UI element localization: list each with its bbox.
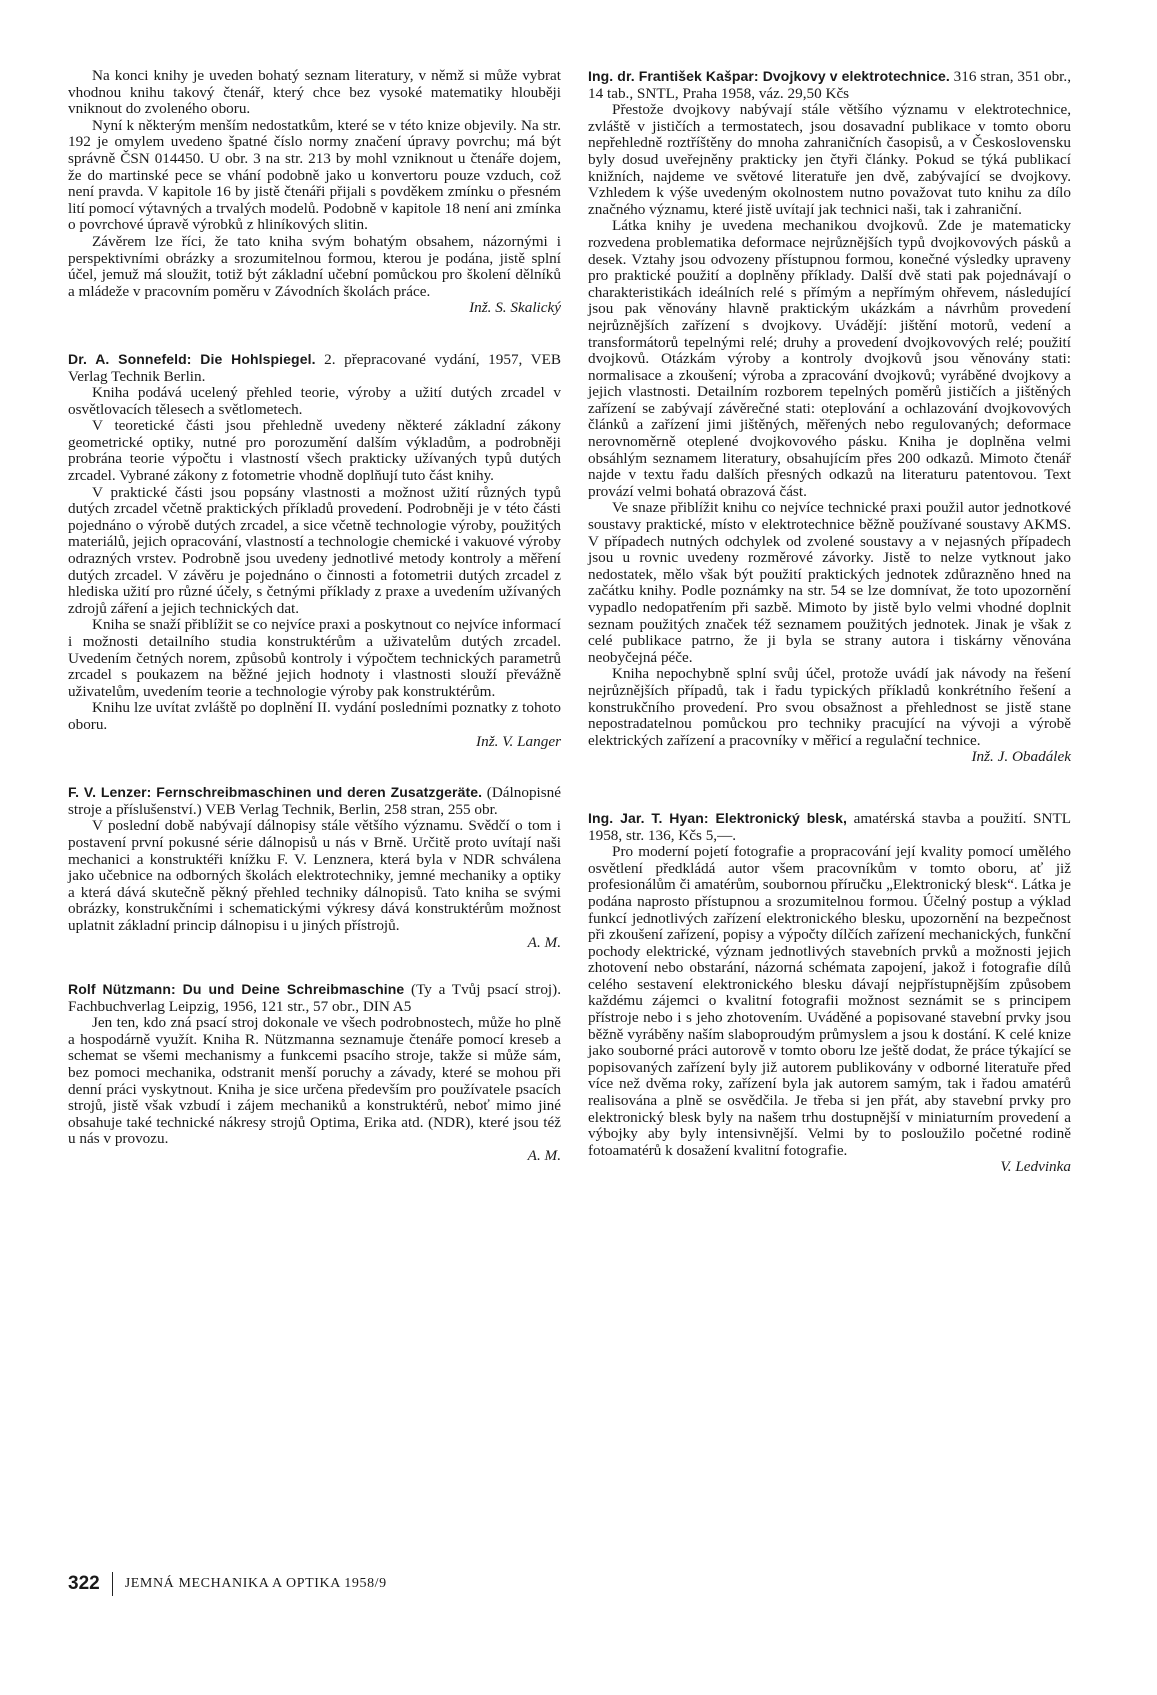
review-details: amatérská stavba a použití. SNTL 1958, str. 136, Kčs 5,—. — [588, 809, 1071, 844]
paragraph: V poslední době nabývají dálnopisy stále většího významu. Svědčí o tom i postavení první pokusné série dálnopisů u nás v Brně. Určitě proto uvítají naši mechanici a konstruktéři knížku F. V. Lenznera, která byla v NDR schválena jako učebnice na odborných školách elektrotechniky, jemné mechaniky a optiky a která dává skutečně pěkný přehled techniky dálnopisů. Tato kniha se svými obrázky, konstrukčními i schematickými výkresy dává konstruktérům možnost uplatnit základní princip dálnopisu i u jiných přístrojů. — [68, 817, 561, 934]
review-author: Inž. V. Langer — [476, 732, 561, 750]
review-title: Rolf Nützmann: Du und Deine Schreibmaschine — [68, 981, 405, 998]
paragraph: Přestože dvojkovy nabývají stále většího významu v elektrotechnice, zvláště v jističích a termostatech, jsou dosavadní publikace v tomto oboru nepřehledně roztříštěny do mnoha zahraničních časopisů, a v Československu byly dosud uveřejněny prakticky jen čtyři články. Pokud se týká publikací knižních, najdeme ve světové literatuře jen dvě, zabývající se dvojkovy. Vzhledem k výše uvedeným okolnostem nutno považovat tuto knihu za dílo značného významu, které jistě uvítají jak technici naši, tak i zahraniční. — [588, 101, 1071, 218]
right-column — [588, 68, 1071, 1204]
review-author: V. Ledvinka — [1000, 1158, 1071, 1176]
paragraph: V teoretické části jsou přehledně uvedeny některé základní zákony geometrické optiky, nutné pro porozumění dalším výkladům, a podrobněji probrána teorie výpočtu i vlastností všech prakticky užívaných typů dutých zrcadel. Vybrané zákony z fotometrie vhodně doplňují tuto část knihy. — [68, 417, 561, 485]
review-details: (Dálnopisné stroje a příslušenství.) VEB Verlag Technik, Berlin, 258 stran, 255 obr. — [68, 784, 561, 818]
review-author: A. M. — [527, 933, 561, 951]
review-title: Ing. dr. František Kašpar: Dvojkovy v elektrotechnice. — [588, 68, 950, 84]
review-hyan — [588, 810, 1071, 1176]
review-author: A. M. — [527, 1147, 561, 1165]
review-sonnefeld — [68, 351, 561, 750]
review-title: Ing. Jar. T. Hyan: Elektronický blesk, — [588, 809, 847, 826]
paragraph: Látka knihy je uvedena mechanikou dvojkovů. Zde je matematicky rozvedena problematika deformace nejrůznějších typů dvojkovových pásků a desek. Vztahy jsou odvozeny přístupnou formou, konečné výsledky upraveny pro praktické použití a doplněny příklady. Další dvě stati pak pojednávají o charakteristikách ideálních relé s přímým a nepřímým ohřevem, následující jsou pak věnovány hlavně praktickým ukázkám a návrhům provedení nejrůznějších zařízení s dvojkovy. Uvádějí: jištění motorů, vedení a transformátorů tepelnými relé; druhy a provedení dvojkovových relé; použití dvojkovů. Otázkám výroby a kontroly dvojkovů jsou věnovány stati: normalisace a zkoušení; výroba a zpracování dvojkovů; vyráběné dvojkovy a jejich vlastnosti. Detailním rozborem tepelných poměrů jističích a jištěných zařízení se zabývají závěrečné stati: oteplování a ochlazování dvojkovových článků a zařízení jimi jištěných, měřených nebo regulovaných; deformace nerovnoměrně oteplené dvojkovového pásku. Kniha je doplněna velmi obsáhlým seznamem literatury, obsahujícím přes 200 odkazů. Mimoto čtenář najde v textu řadu dalších přesných odkazů na literaturu patentovou. Text provází velmi bohatá obrazová část. — [588, 217, 1071, 500]
paragraph: V praktické části jsou popsány vlastnosti a možnost užití různých typů dutých zrcadel včetně praktických příkladů provedení. Podrobněji je v této části pojednáno o výrobě dutých zrcadel, a sice včetně technologie výroby, použitých materiálů, jejich opracování, vlastností a technologie chemické i vakuové výroby odrazných vrstev. Podrobně jsou uvedeny jednotlivé metody kontroly a měření dutých zrcadel. V závěru je pojednáno o činnosti a fotometrii dutých zrcadel z hlediska užití pro různé účely, s četnými příklady z praxe a uvedením užívaných zdrojů záření a jejich technických dat. — [68, 483, 562, 617]
review-title: F. V. Lenzer: Fernschreibmaschinen und deren Zusatzgeräte. — [68, 784, 483, 801]
page-number: 322 — [68, 1573, 100, 1594]
review-heading — [68, 981, 561, 1015]
left-column — [68, 68, 561, 1193]
paragraph: Knihu lze uvítat zvláště po doplnění II. vydání posledními poznatky z tohoto oboru. — [68, 699, 561, 733]
page-footer — [68, 1572, 387, 1596]
paragraph: Nyní k některým menším nedostatkům, které se v této knize objevily. Na str. 192 je omylem uvedeno špatné číslo normy značení úpravy povrchu; má být správně ČSN 014450. U obr. 3 na str. 213 by mohl vzniknout u čtenáře dojem, že do martinské pece se vhání podobně jako u konvertoru pouze vzduch, což není pravda. V kapitole 16 by jistě čtenáři přijali s povděkem zmínku o přesném lití pomocí výtavných a trvalých modelů. Podobně v kapitole 18 není ani zmínka o povrchové úpravě výrobků z hliníkových slitin. — [68, 116, 561, 234]
review-author: Inž. S. Skalický — [469, 299, 561, 317]
paragraph: Pro moderní pojetí fotografie a propracování její kvality pomocí umělého osvětlení předkládá autor všem pracovníkům v tomto oboru, ať již profesionálům či amatérům, soubornou příručku „Elektronický blesk“. Látka je podána naprosto přístupnou a srozumitelnou formou. Účelný postup a výklad funkcí jednotlivých zařízení elektronického blesku, upozornění na bezpečnost při zkoušení zařízení, popisy a výpočty dílčích zařízení mechanických, funkční pochody elektrické, význam jednotlivých stavebních prvků a možnosti jejich zhotovení nebo obstarání, názorná schémata zapojení, jakož i fotografie dílů celého sestavení elektronického blesku dávají nejpřístupnějším způsobem každému zájemci o kvalitní fotografii možnost seznámit se s principem přístroje nebo i s jeho zhotovením. Uváděné a popisované stavební prvky jsou běžně vyráběny naším slaboproudým průmyslem a jsou k dostání. K celé knize jako souborné práci autorově v tomto oboru lze ještě dodat, že práce týkající se popisovaných zařízení byly již autorem publikovány v odborné literatuře před více než dvěma roky, zařízení byla jak autorem samým, tak i řadou amatérů realisována a plně se osvědčila. Je třeba si jen přát, aby stavební prvky pro elektronický blesk byly na našem trhu dostupnější v miniaturním provedení a výbojky aby byly intensivnější. Velmi by to posloužilo početné rodině fotoamatérů k dosažení kvalitní fotografie. — [588, 843, 1071, 1159]
paragraph: Závěrem lze říci, že tato kniha svým bohatým obsahem, názornými i perspektivními obrázky a srozumitelnou formou, kterou je podána, jistě splní účel, jemuž má sloužit, totiž být základní učební pomůckou pro školení dělníků a mládeže v pracovním poměru v Závodních školách práce. — [68, 232, 561, 300]
review-heading — [588, 810, 1071, 844]
review-details: 316 stran, 351 obr., 14 tab., SNTL, Praha 1958, váz. 29,50 Kčs — [588, 68, 1071, 102]
paragraph: Ve snaze přiblížit knihu co nejvíce technické praxi použil autor jednotkové soustavy praktické, místo v elektrotechnice běžně používané soustavy AKMS. V případech nutných odchylek od zvolené soustavy a v nejasných případech jsou u rovnic uvedeny rozměrové závorky. Jistě to nelze vytknout jako nedostatek, mělo však být použití praktických jednotek zdůrazněno hned na začátku knihy. Podle poznámky na str. 54 se lze domnívat, že toto upozornění vypadlo nedopatřením při sazbě. Mimoto by jistě bylo velmi vhodné doplnit seznam použitých značek též seznamem použitých jednotek. Jinak je však z celé publikace patrno, že ji byla se strany autora i tiskárny věnována neobyčejná péče. — [588, 499, 1071, 666]
review-kaspar — [588, 68, 1071, 766]
review-heading — [588, 68, 1071, 102]
paragraph: Kniha se snaží přiblížit se co nejvíce praxi a poskytnout co nejvíce informací i možnosti detailního studia konstruktérům a uživatelům dutých zrcadel. Uvedením četných norem, způsobů kontroly i výpočtem technických parametrů zrcadel s poukazem na běžné jejich hodnoty i vlastnosti slouží převážně uživatelům, uvedením teorie a technologie výroby pak konstruktérům. — [68, 616, 561, 700]
review-author: Inž. J. Obadálek — [971, 748, 1071, 766]
review-continuation — [68, 68, 561, 317]
footer-divider — [112, 1572, 113, 1596]
paragraph: Jen ten, kdo zná psací stroj dokonale ve všech podrobnostech, může ho plně a hospodárně využít. Kniha R. Nützmanna seznamuje čtenáře pomocí kreseb a schemat se všemi mechanismy a funkcemi psacího stroje, takže si může sám, bez pomoci mechanika, odstranit menší poruchy a závady, které se mohou při denní práci vyskytnout. Kniha je sice určena především pro používatele psacích strojů, jistě však vzbudí i zájem mechaniků a konstruktérů, neboť mimo jiné obsahuje také technické nákresy strojů Optima, Erika atd. (NDR), které jsou též u nás v provozu. — [68, 1014, 561, 1148]
journal-name: JEMNÁ MECHANIKA A OPTIKA 1958/9 — [124, 1576, 387, 1591]
review-lenzer — [68, 784, 561, 951]
review-details: 2. přepracované vydání, 1957, VEB Verlag Technik Berlin. — [68, 350, 562, 385]
review-nutzmann — [68, 981, 561, 1165]
review-title: Dr. A. Sonnefeld: Die Hohlspiegel. — [68, 350, 316, 367]
review-heading — [68, 351, 561, 385]
paragraph: Kniha podává ucelený přehled teorie, výroby a užití dutých zrcadel v osvětlovacích tělesech a světlometech. — [68, 384, 561, 418]
review-heading — [68, 784, 561, 818]
review-details: (Ty a Tvůj psací stroj). Fachbuchverlag Leipzig, 1956, 121 str., 57 obr., DIN A5 — [68, 981, 561, 1015]
paragraph: Na konci knihy je uveden bohatý seznam literatury, v němž si může vybrat vhodnou knihu takový čtenář, který chce bez vysoké matematiky hlouběji vniknout do zvoleného oboru. — [68, 67, 561, 118]
paragraph: Kniha nepochybně splní svůj účel, protože uvádí jak návody na řešení nejrůznějších případů, tak i řadu typických příkladů konkrétního řešení a konstrukčního provedení. Pro svou obsažnost a přehlednost se jistě stane nepostradatelnou pomůckou pro techniky pracující na vývoji a výrobě elektrických zařízení a pracovníky v měřicí a regulační technice. — [588, 665, 1071, 749]
